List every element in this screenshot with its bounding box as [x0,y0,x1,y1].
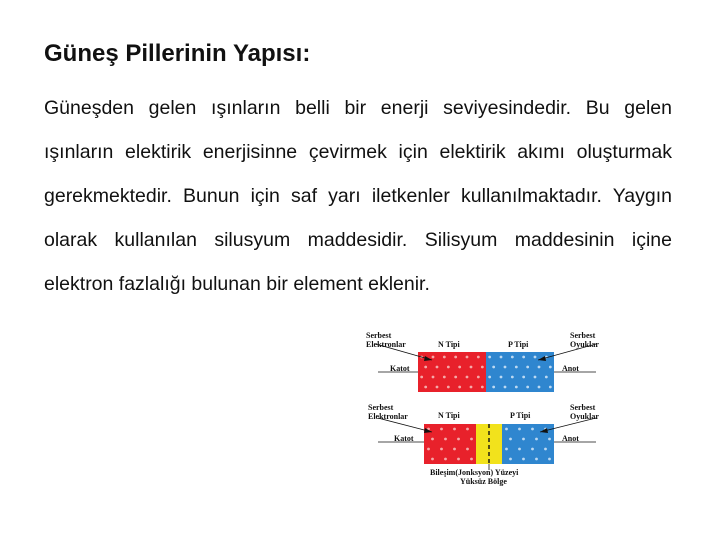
depletion-region-label: Yüksüz Bölge [460,477,507,486]
electron-dot [444,438,447,441]
hole-dot [505,448,508,451]
page-title: Güneş Pillerinin Yapısı: [44,40,311,67]
hole-dot [509,438,512,441]
electron-dot [431,458,434,461]
electron-dot [453,428,456,431]
electron-dot [436,366,439,369]
electron-dot [432,356,435,359]
hole-dot [509,458,512,461]
body-paragraph: Güneşden gelen ışınların belli bir enerji seviyesindedir. Bu gelen ışınların elektirik enerjisinne çevirmek için elektirik akımı oluşturmak gerekmektedir. Bunun için saf yarı iletkenler kullanılmaktadır. Yaygın olarak kullanılan silusyum maddesidir. Silisyum maddesinin içine elektron fazlalığı bulunan bir element eklenir. [44,97,672,295]
bottom-free-holes-label: Serbest Oyuklar [570,403,599,421]
top-cathode-label: Katot [390,364,410,373]
electron-dot [477,376,480,379]
hole-dot [492,386,495,389]
hole-dot [549,386,552,389]
electron-dot [481,386,484,389]
hole-dot [500,356,503,359]
hole-dot [504,366,507,369]
electron-dot [447,386,450,389]
hole-dot [500,376,503,379]
hole-dot [534,356,537,359]
bottom-anode-label: Anot [562,434,579,443]
hole-dot [504,386,507,389]
top-free-electrons-label: Serbest Elektronlar [366,331,406,349]
bottom-p-type-label: P Tipi [510,411,531,420]
electron-dot [424,366,427,369]
junction-surface-label: Bileşim(Jonksyon) Yüzeyi [430,468,519,477]
hole-dot [511,356,514,359]
hole-dot [511,376,514,379]
electron-dot [457,458,460,461]
electron-dot [443,356,446,359]
electron-dot [427,448,430,451]
electron-dot [420,376,423,379]
hole-dot [505,428,508,431]
electron-dot [458,386,461,389]
hole-dot [492,366,495,369]
hole-dot [549,366,552,369]
electron-dot [470,438,473,441]
electron-dot [466,376,469,379]
electron-dot [477,356,480,359]
electron-dot [436,386,439,389]
electron-dot [424,386,427,389]
electron-dot [440,448,443,451]
electron-dot [454,376,457,379]
electron-dot [470,386,473,389]
hole-dot [522,458,525,461]
electron-dot [432,376,435,379]
electron-dot [470,458,473,461]
top-n-type-label: N Tipi [438,340,460,349]
hole-dot [518,448,521,451]
hole-dot [488,376,491,379]
electron-dot [440,428,443,431]
hole-dot [538,366,541,369]
hole-dot [545,376,548,379]
hole-dot [515,366,518,369]
electron-dot [466,428,469,431]
bottom-depletion-region [476,424,502,464]
electron-dot [443,376,446,379]
electron-dot [444,458,447,461]
hole-dot [535,438,538,441]
hole-dot [526,366,529,369]
electron-dot [453,448,456,451]
bottom-free-electrons-label: Serbest Elektronlar [368,403,408,421]
hole-dot [522,438,525,441]
electron-dot [457,438,460,441]
bottom-cathode-label: Katot [394,434,414,443]
electron-dot [470,366,473,369]
electron-dot [481,366,484,369]
top-p-type-label: P Tipi [508,340,529,349]
top-anode-label: Anot [562,364,579,373]
hole-dot [548,458,551,461]
hole-dot [515,386,518,389]
hole-dot [548,438,551,441]
hole-dot [522,376,525,379]
hole-dot [526,386,529,389]
electron-dot [458,366,461,369]
electron-dot [466,448,469,451]
hole-dot [535,458,538,461]
hole-dot [531,428,534,431]
bottom-n-type-label: N Tipi [438,411,460,420]
hole-dot [538,386,541,389]
electron-dot [431,438,434,441]
top-free-holes-label: Serbest Oyuklar [570,331,599,349]
hole-dot [522,356,525,359]
electron-dot [466,356,469,359]
hole-dot [518,428,521,431]
electron-dot [454,356,457,359]
hole-dot [544,448,547,451]
hole-dot [531,448,534,451]
electron-dot [447,366,450,369]
hole-dot [534,376,537,379]
hole-dot [488,356,491,359]
